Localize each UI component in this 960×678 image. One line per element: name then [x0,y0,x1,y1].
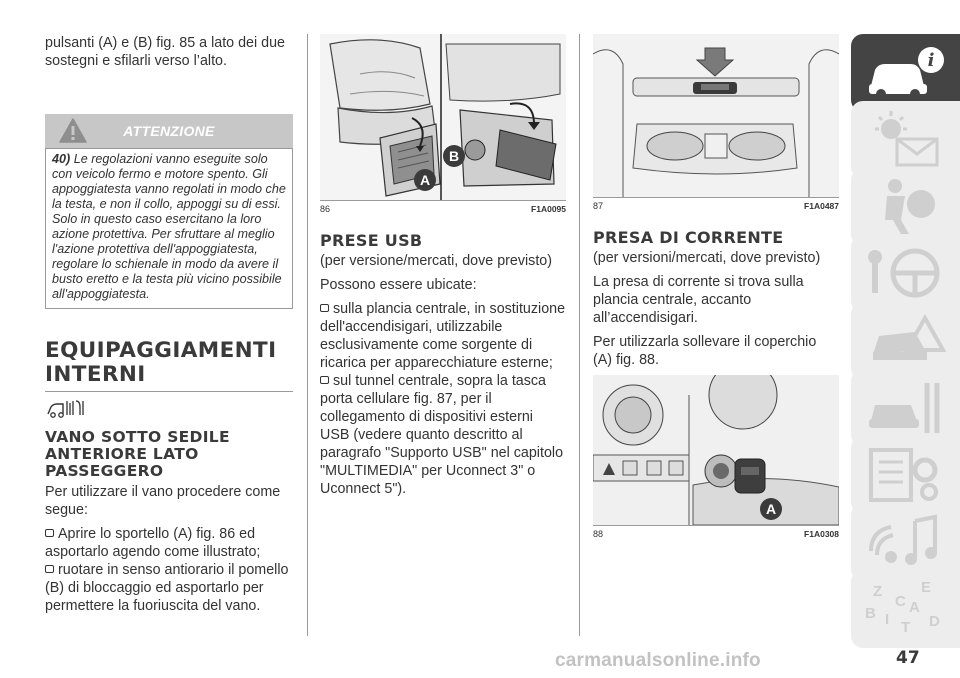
warning-box [45,148,293,309]
watermark: carmanualsonline.info [555,650,761,671]
body-text: Per utilizzare il vano procedere come segue: [45,484,281,518]
list-item [320,372,566,498]
figure-number: 87 [593,201,604,211]
tab-alphabetical-index[interactable] [851,570,960,648]
usb-subtitle: (per versione/mercati, dove previsto) [320,253,553,269]
list-item-text: ruotare in senso antiorario il pomello (B) di bloccaggio ed asportarlo per permettere la fuoriuscita del vano. [45,562,289,614]
car-maintenance-icon [865,377,947,439]
vehicle-version-icon [45,398,89,420]
list-item [320,300,566,372]
figure-code: F1A0095 [531,204,566,214]
figure-number: 86 [320,204,331,214]
intro-text: pulsanti (A) e (B) fig. 85 a lato dei due sostegni e sfilarli verso l’alto. [45,35,286,69]
warning-header [45,114,293,148]
index-letter: Z [873,583,883,600]
figure-86 [320,34,566,201]
usb-title: PRESE USB [320,231,423,250]
section-title-line-2: INTERNI [45,362,146,387]
list-item-text: Aprire lo sportello (A) fig. 86 ed asportarlo agendo come illustrato; [45,526,261,560]
index-letter: C [895,593,906,610]
list-item [45,561,293,615]
power-outlet-subtitle: (per versioni/mercati, dove previsto) [593,250,821,266]
bullet-box-icon [320,304,329,312]
figure-86-label-b: B [448,148,460,164]
car-emergency-icon [865,310,947,372]
console-usb-illustration [593,34,839,197]
warning-text [52,152,286,302]
figure-86-label-a: A [419,172,431,188]
figure-number: 88 [593,529,604,539]
section-title-line-1: EQUIPAGGIAMENTI [45,338,277,363]
column-right [593,34,839,541]
usb-body: Possono essere ubicate: [320,277,477,293]
list-item [45,525,293,561]
figure-88-label-a: A [765,501,777,517]
index-letter: E [921,579,932,596]
technical-data-icon [865,444,947,506]
warning-number: 40) [52,152,71,166]
alphabetical-index-icon [865,578,947,640]
figure-88-caption [593,526,839,541]
column-separator-1 [307,34,308,636]
column-separator-2 [579,34,580,636]
column-left [45,34,293,615]
airbag-safety-icon [865,176,947,238]
figure-88 [593,375,839,526]
svg-text:i: i [927,50,935,71]
column-middle [320,34,566,498]
seat-storage-illustration [320,34,566,200]
bullet-box-icon [45,565,54,573]
figure-87 [593,34,839,198]
car-info-icon [865,42,947,104]
power-outlet-body-2: Per utilizzarla sollevare il coperchio (A) fig. 88. [593,334,817,368]
figure-87-caption [593,198,839,213]
list-item-text: sul tunnel centrale, sopra la tasca porta cellulare fig. 87, per il collegamento di dispositivi esterni USB (vedere quanto descritto al paragrafo "Supporto USB" nel capitolo "MULTIMEDIA" per Uconnect 3" o Uconnect 5"). [320,373,564,497]
section-title [45,339,293,387]
index-letter: I [885,611,890,628]
warning-title: ATTENZIONE [123,123,215,139]
power-outlet-body-1: La presa di corrente si trova sulla plancia centrale, accanto all’accendisigari. [593,274,804,326]
bullet-box-icon [320,376,329,384]
section-rule [45,391,293,392]
index-letter: A [909,599,920,616]
index-letter: B [865,605,876,622]
figure-code: F1A0308 [804,529,839,539]
multimedia-icon [865,511,947,573]
power-outlet-title: PRESA DI CORRENTE [593,228,784,247]
figure-code: F1A0487 [804,201,839,211]
bullet-box-icon [45,529,54,537]
warning-body: Le regolazioni vanno eseguite solo con veicolo fermo e motore spento. Gli appoggiatesta vanno regolati in modo che la testa, e non il collo, appoggi su di essi. Solo in questo caso esercitano la loro azione protettiva. Per sfruttare al meglio l'azione protettiva dell'appoggiatesta, regolare lo schienale in modo da avere il busto eretto e la testa più vicino possibile all'appoggiatesta. [52,152,286,301]
index-letter: T [901,619,911,636]
index-letter: D [929,613,940,630]
key-steering-wheel-icon [865,243,947,305]
page-number: 47 [896,648,920,668]
list-item-text: sulla plancia centrale, in sostituzione dell'accendisigari, utilizzabile esclusivamente come sorgente di ricarica per apparecchiature esterne; [320,301,566,371]
dashboard-lights-icon [865,109,947,171]
figure-86-caption [320,201,566,216]
subsection-title: VANO SOTTO SEDILE ANTERIORE LATO PASSEGGERO [45,428,230,480]
power-outlet-illustration [593,375,839,525]
